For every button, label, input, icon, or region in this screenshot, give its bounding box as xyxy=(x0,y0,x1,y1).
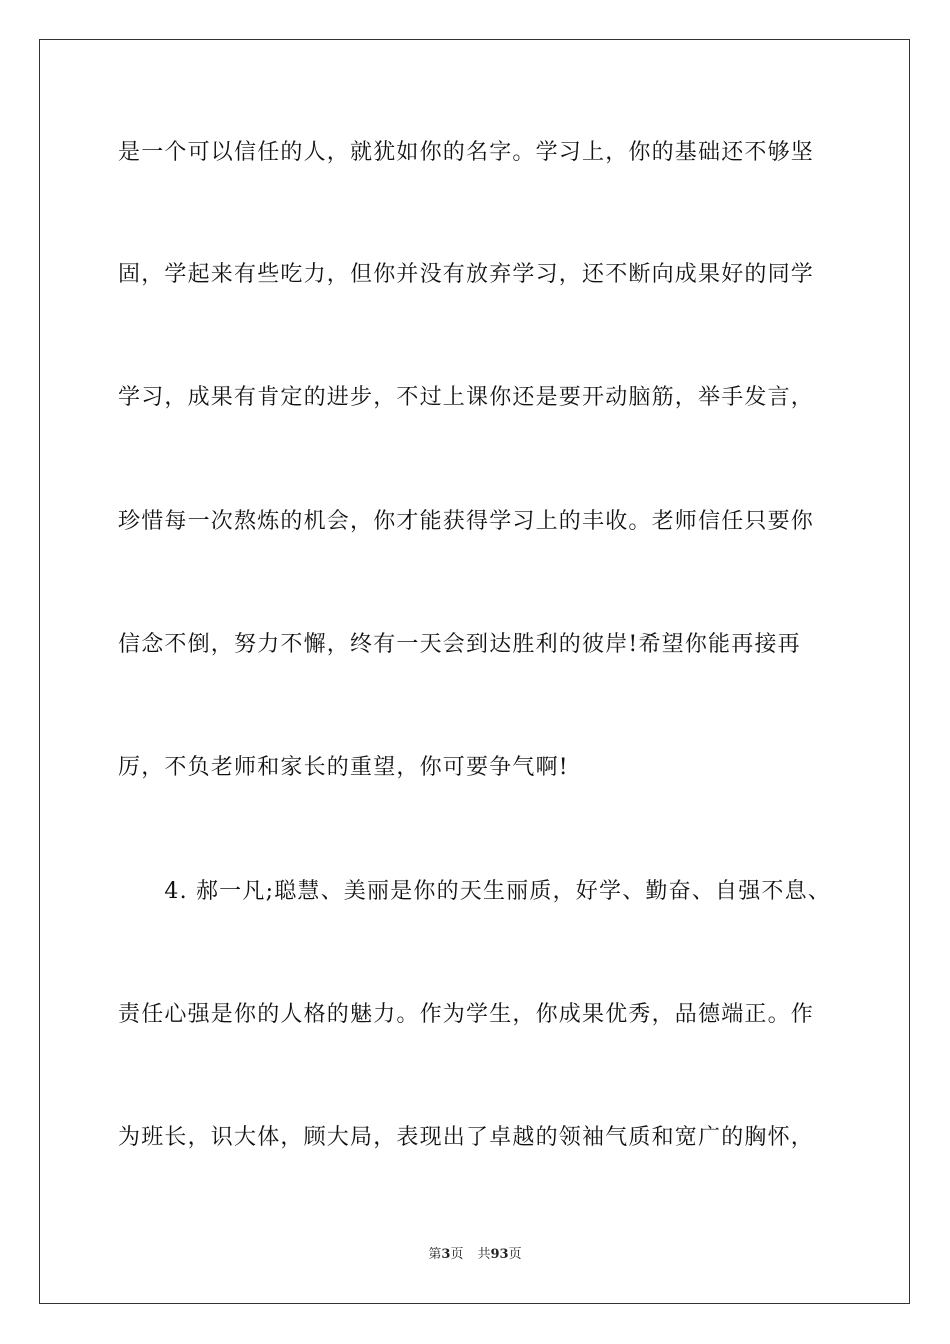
text-line-8: 责任心强是你的人格的魅力。作为学生，你成果优秀，品德端正。作 xyxy=(118,1002,815,1027)
text-line-4: 珍惜每一次熬炼的机会，你才能获得学习上的丰收。老师信任只要你 xyxy=(118,509,815,534)
footer-page-number: 3 xyxy=(441,1247,451,1262)
text-line-7: 4. 郝一凡;聪慧、美丽是你的天生丽质，好学、勤奋、自强不息、 xyxy=(118,879,831,904)
text-line-5: 信念不倒，努力不懈，终有一天会到达胜利的彼岸!希望你能再接再 xyxy=(118,632,801,657)
footer-total-pages: 93 xyxy=(490,1247,509,1262)
text-line-2: 固，学起来有些吃力，但你并没有放弃学习，还不断向成果好的同学 xyxy=(118,262,815,287)
footer-page-suffix: 页 xyxy=(450,1247,464,1262)
page-footer xyxy=(0,1246,950,1264)
text-line-9: 为班长，识大体，顾大局，表现出了卓越的领袖气质和宽广的胸怀， xyxy=(118,1125,815,1150)
page-border xyxy=(39,39,910,1304)
footer-page-prefix: 第 xyxy=(428,1247,442,1262)
text-line-3: 学习，成果有肯定的进步，不过上课你还是要开动脑筋，举手发言， xyxy=(118,385,815,410)
footer-total-prefix: 共 xyxy=(477,1247,491,1262)
footer-total-suffix: 页 xyxy=(508,1247,522,1262)
text-line-6: 厉，不负老师和家长的重望，你可要争气啊! xyxy=(118,755,569,780)
text-line-1: 是一个可以信任的人，就犹如你的名字。学习上，你的基础还不够坚 xyxy=(118,140,815,165)
